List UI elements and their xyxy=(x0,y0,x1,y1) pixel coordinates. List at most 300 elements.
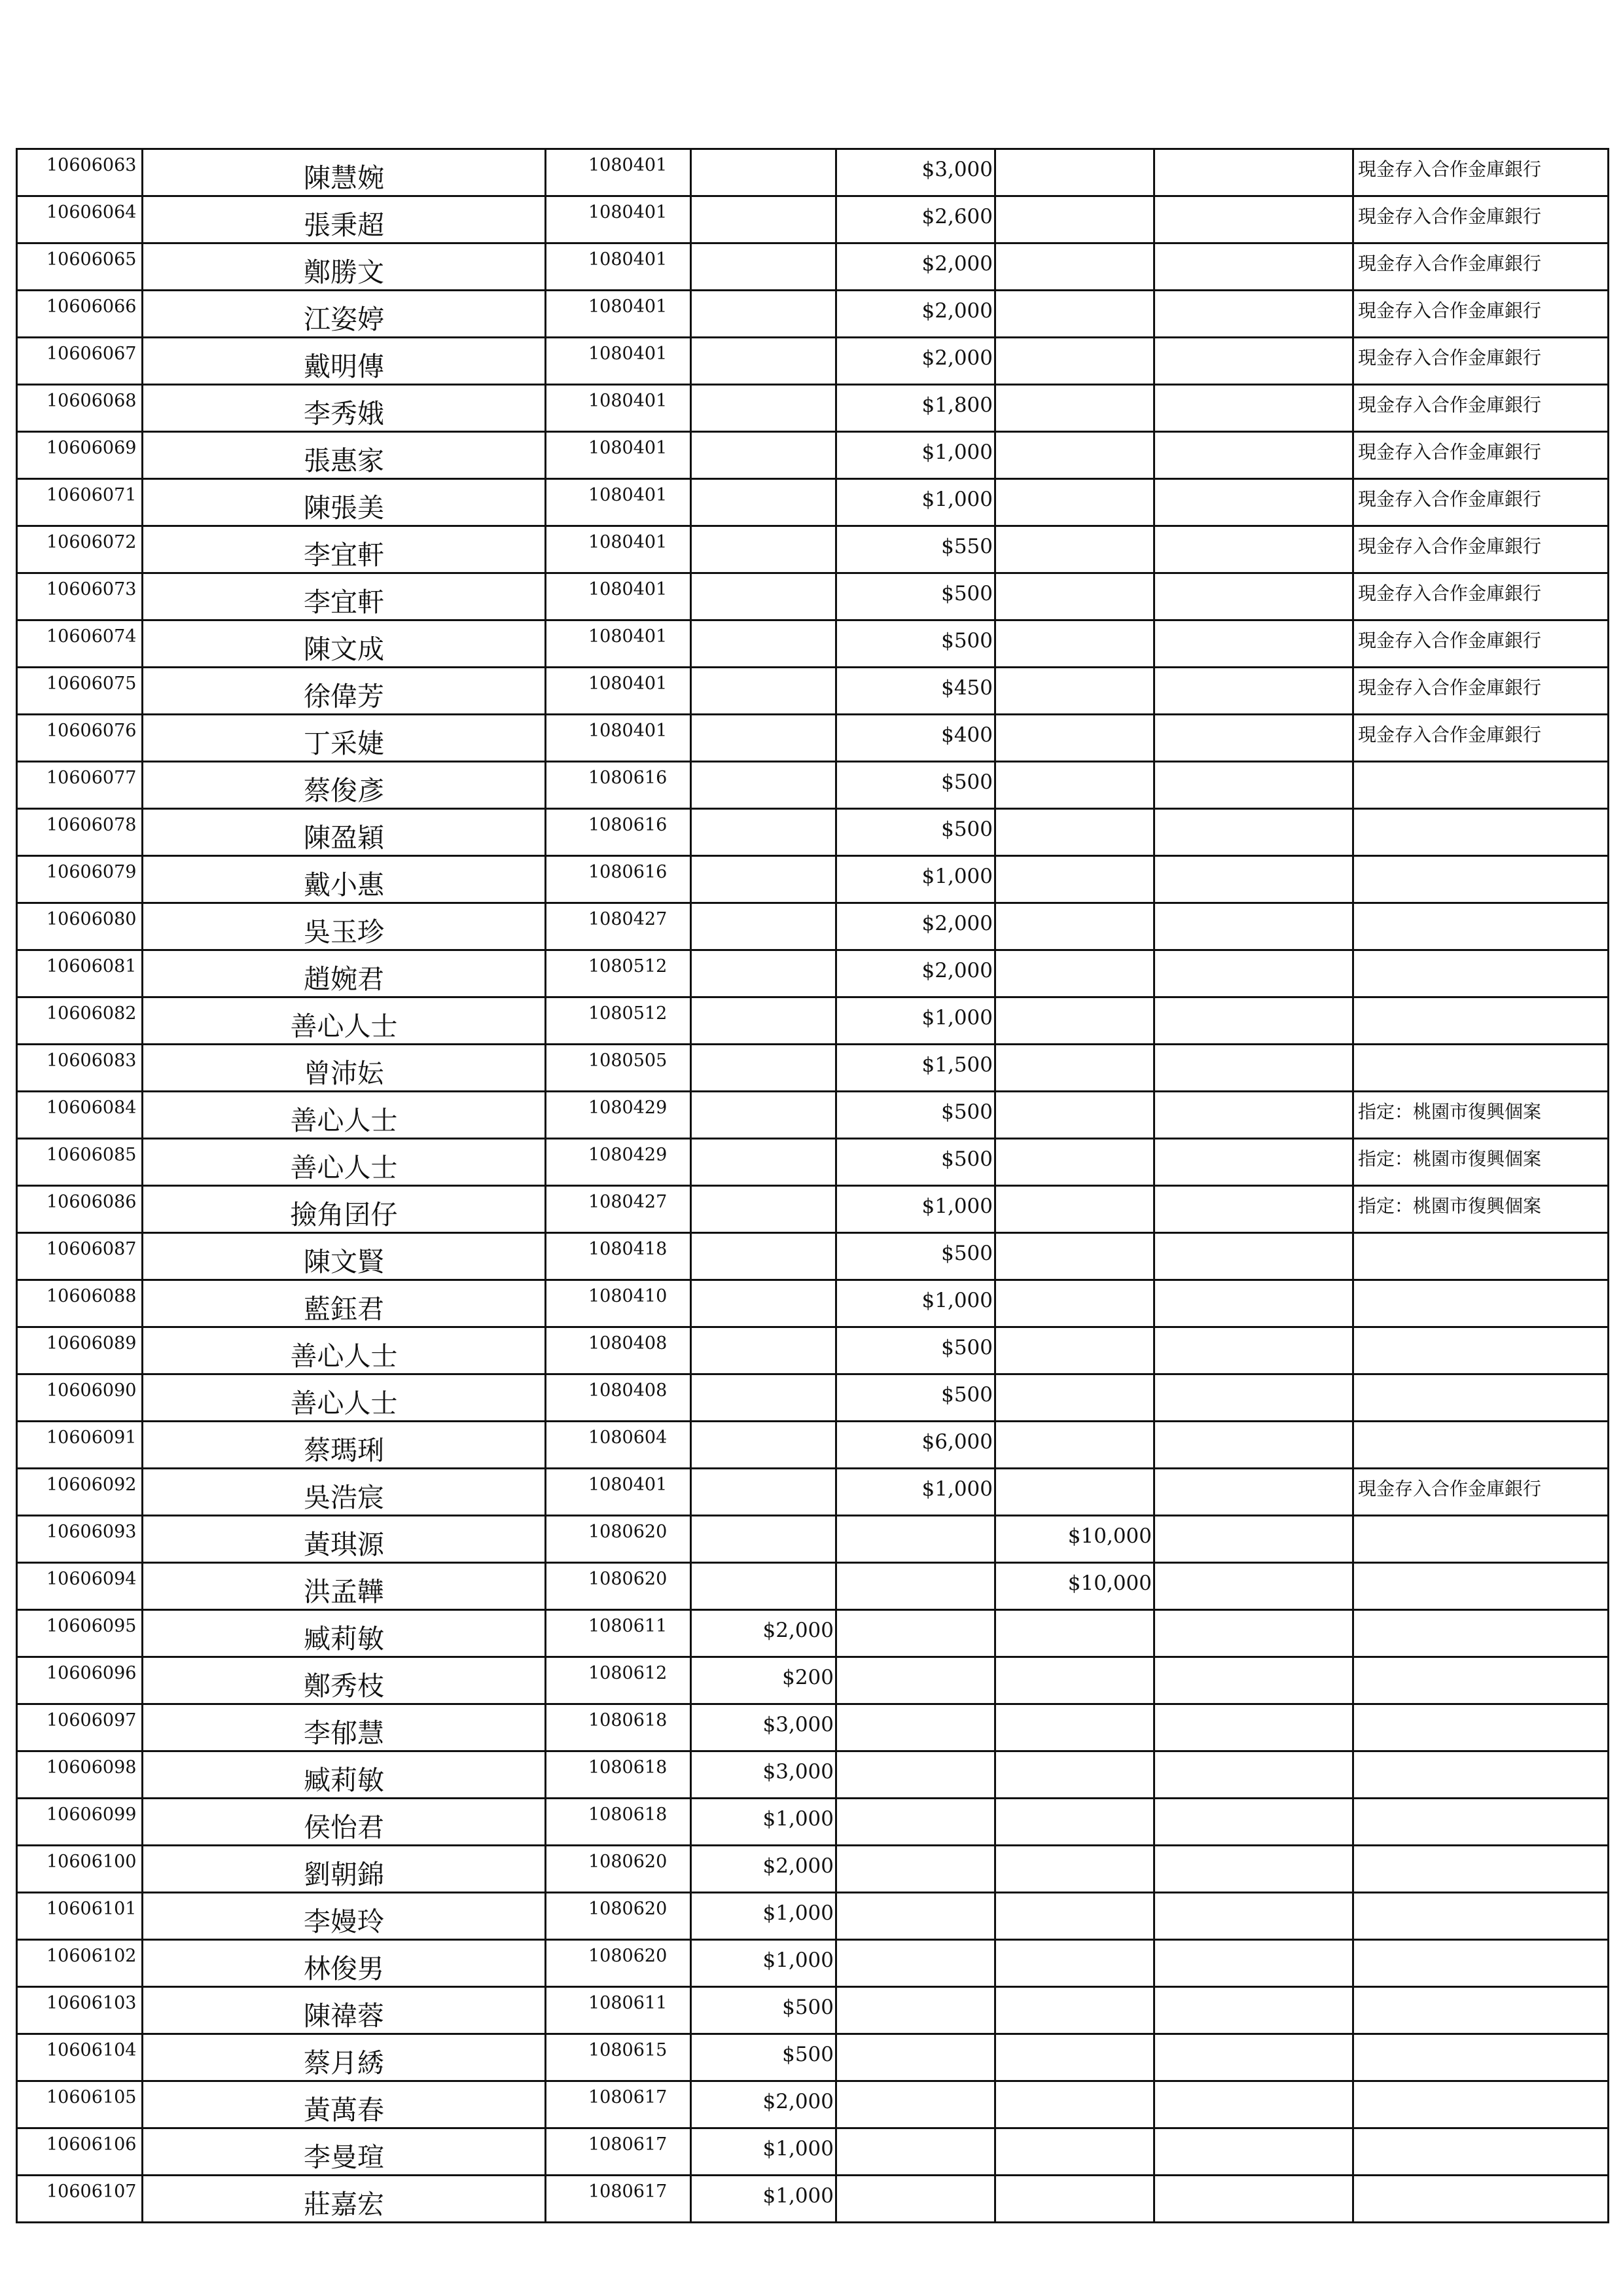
amount-column-3-cell xyxy=(995,1327,1154,1374)
amount-column-1-cell: $3,000 xyxy=(691,1704,836,1751)
donor-name-cell: 徐偉芳 xyxy=(143,668,546,715)
amount-column-4-cell xyxy=(1154,385,1353,432)
amount-column-4-cell xyxy=(1154,479,1353,526)
amount-column-1-cell xyxy=(691,1233,836,1280)
amount-column-4-cell xyxy=(1154,1893,1353,1940)
amount-column-3-cell xyxy=(995,1704,1154,1751)
date-cell: 1080427 xyxy=(546,903,691,950)
note-cell: 現金存入合作金庫銀行 xyxy=(1353,573,1609,620)
table-row xyxy=(17,432,1609,479)
donor-name-cell: 善心人士 xyxy=(143,997,546,1045)
note-cell xyxy=(1353,1940,1609,1987)
donor-name-cell: 臧莉敏 xyxy=(143,1751,546,1799)
amount-column-2-cell xyxy=(836,2176,995,2223)
donor-name-cell: 鄭勝文 xyxy=(143,243,546,291)
note-cell xyxy=(1353,2034,1609,2081)
amount-column-4-cell xyxy=(1154,950,1353,997)
date-cell: 1080401 xyxy=(546,573,691,620)
donor-name-cell: 鄭秀枝 xyxy=(143,1657,546,1704)
amount-column-2-cell xyxy=(836,1893,995,1940)
note-cell: 現金存入合作金庫銀行 xyxy=(1353,385,1609,432)
amount-column-3-cell xyxy=(995,1751,1154,1799)
amount-column-2-cell: $500 xyxy=(836,1092,995,1139)
table-row xyxy=(17,573,1609,620)
amount-column-3-cell xyxy=(995,243,1154,291)
donor-name-cell: 陳張美 xyxy=(143,479,546,526)
amount-column-4-cell xyxy=(1154,1139,1353,1186)
donor-name-cell: 善心人士 xyxy=(143,1139,546,1186)
receipt-number-cell: 10606084 xyxy=(17,1092,143,1139)
note-cell xyxy=(1353,762,1609,809)
table-row xyxy=(17,2128,1609,2176)
note-cell: 現金存入合作金庫銀行 xyxy=(1353,243,1609,291)
date-cell: 1080408 xyxy=(546,1374,691,1422)
table-row xyxy=(17,856,1609,903)
receipt-number-cell: 10606073 xyxy=(17,573,143,620)
note-cell xyxy=(1353,1374,1609,1422)
donor-name-cell: 善心人士 xyxy=(143,1327,546,1374)
amount-column-1-cell xyxy=(691,1422,836,1469)
receipt-number-cell: 10606106 xyxy=(17,2128,143,2176)
receipt-number-cell: 10606079 xyxy=(17,856,143,903)
receipt-number-cell: 10606095 xyxy=(17,1610,143,1657)
donor-name-cell: 洪孟韡 xyxy=(143,1563,546,1610)
donor-name-cell: 陳禕蓉 xyxy=(143,1987,546,2034)
date-cell: 1080429 xyxy=(546,1139,691,1186)
amount-column-4-cell xyxy=(1154,1799,1353,1846)
date-cell: 1080505 xyxy=(546,1045,691,1092)
amount-column-1-cell xyxy=(691,432,836,479)
amount-column-4-cell xyxy=(1154,1233,1353,1280)
amount-column-1-cell xyxy=(691,243,836,291)
amount-column-2-cell xyxy=(836,2081,995,2128)
amount-column-1-cell xyxy=(691,903,836,950)
amount-column-2-cell: $6,000 xyxy=(836,1422,995,1469)
date-cell: 1080401 xyxy=(546,1469,691,1516)
table-row xyxy=(17,1610,1609,1657)
note-cell xyxy=(1353,1516,1609,1563)
amount-column-4-cell xyxy=(1154,1610,1353,1657)
amount-column-3-cell xyxy=(995,1280,1154,1327)
table-row xyxy=(17,2176,1609,2223)
table-row xyxy=(17,1139,1609,1186)
receipt-number-cell: 10606090 xyxy=(17,1374,143,1422)
receipt-number-cell: 10606098 xyxy=(17,1751,143,1799)
amount-column-2-cell: $1,000 xyxy=(836,432,995,479)
amount-column-3-cell xyxy=(995,1186,1154,1233)
table-row xyxy=(17,526,1609,573)
table-row xyxy=(17,1469,1609,1516)
amount-column-4-cell xyxy=(1154,2128,1353,2176)
table-row xyxy=(17,950,1609,997)
amount-column-2-cell xyxy=(836,1610,995,1657)
note-cell xyxy=(1353,1704,1609,1751)
date-cell: 1080427 xyxy=(546,1186,691,1233)
amount-column-4-cell xyxy=(1154,196,1353,243)
date-cell: 1080620 xyxy=(546,1940,691,1987)
table-row xyxy=(17,291,1609,338)
receipt-number-cell: 10606097 xyxy=(17,1704,143,1751)
amount-column-1-cell xyxy=(691,809,836,856)
table-row xyxy=(17,903,1609,950)
date-cell: 1080611 xyxy=(546,1610,691,1657)
receipt-number-cell: 10606087 xyxy=(17,1233,143,1280)
amount-column-2-cell: $500 xyxy=(836,1233,995,1280)
date-cell: 1080617 xyxy=(546,2176,691,2223)
note-cell xyxy=(1353,903,1609,950)
note-cell xyxy=(1353,2176,1609,2223)
amount-column-3-cell xyxy=(995,856,1154,903)
date-cell: 1080401 xyxy=(546,668,691,715)
receipt-number-cell: 10606086 xyxy=(17,1186,143,1233)
receipt-number-cell: 10606077 xyxy=(17,762,143,809)
ledger-body xyxy=(17,149,1609,2223)
amount-column-2-cell: $500 xyxy=(836,1327,995,1374)
donor-name-cell: 臧莉敏 xyxy=(143,1610,546,1657)
date-cell: 1080617 xyxy=(546,2081,691,2128)
amount-column-1-cell xyxy=(691,1186,836,1233)
receipt-number-cell: 10606081 xyxy=(17,950,143,997)
amount-column-1-cell xyxy=(691,1469,836,1516)
amount-column-3-cell xyxy=(995,1987,1154,2034)
amount-column-2-cell: $2,600 xyxy=(836,196,995,243)
amount-column-3-cell xyxy=(995,526,1154,573)
amount-column-2-cell: $1,000 xyxy=(836,1280,995,1327)
amount-column-1-cell xyxy=(691,762,836,809)
note-cell: 現金存入合作金庫銀行 xyxy=(1353,620,1609,668)
amount-column-4-cell xyxy=(1154,338,1353,385)
note-cell xyxy=(1353,1610,1609,1657)
amount-column-2-cell: $1,000 xyxy=(836,1469,995,1516)
receipt-number-cell: 10606067 xyxy=(17,338,143,385)
amount-column-1-cell: $1,000 xyxy=(691,1940,836,1987)
amount-column-3-cell xyxy=(995,2176,1154,2223)
amount-column-4-cell xyxy=(1154,573,1353,620)
amount-column-1-cell xyxy=(691,149,836,196)
amount-column-3-cell xyxy=(995,1799,1154,1846)
date-cell: 1080611 xyxy=(546,1987,691,2034)
amount-column-4-cell xyxy=(1154,809,1353,856)
amount-column-3-cell: $10,000 xyxy=(995,1516,1154,1563)
receipt-number-cell: 10606069 xyxy=(17,432,143,479)
amount-column-4-cell xyxy=(1154,856,1353,903)
note-cell: 現金存入合作金庫銀行 xyxy=(1353,149,1609,196)
donor-name-cell: 吳浩宸 xyxy=(143,1469,546,1516)
amount-column-3-cell xyxy=(995,196,1154,243)
amount-column-4-cell xyxy=(1154,243,1353,291)
amount-column-3-cell xyxy=(995,1940,1154,1987)
donor-name-cell: 趙婉君 xyxy=(143,950,546,997)
table-row xyxy=(17,243,1609,291)
date-cell: 1080418 xyxy=(546,1233,691,1280)
donor-name-cell: 吳玉珍 xyxy=(143,903,546,950)
amount-column-3-cell xyxy=(995,291,1154,338)
amount-column-4-cell xyxy=(1154,997,1353,1045)
amount-column-3-cell xyxy=(995,1092,1154,1139)
note-cell: 指定：桃園市復興個案 xyxy=(1353,1139,1609,1186)
receipt-number-cell: 10606076 xyxy=(17,715,143,762)
donor-name-cell: 陳盈穎 xyxy=(143,809,546,856)
table-row xyxy=(17,149,1609,196)
donor-name-cell: 善心人士 xyxy=(143,1374,546,1422)
donor-name-cell: 侯怡君 xyxy=(143,1799,546,1846)
amount-column-4-cell xyxy=(1154,1563,1353,1610)
receipt-number-cell: 10606093 xyxy=(17,1516,143,1563)
receipt-number-cell: 10606089 xyxy=(17,1327,143,1374)
table-row xyxy=(17,1186,1609,1233)
amount-column-4-cell xyxy=(1154,1469,1353,1516)
donor-name-cell: 李郁慧 xyxy=(143,1704,546,1751)
amount-column-4-cell xyxy=(1154,1280,1353,1327)
amount-column-3-cell xyxy=(995,903,1154,950)
receipt-number-cell: 10606085 xyxy=(17,1139,143,1186)
note-cell xyxy=(1353,950,1609,997)
amount-column-1-cell xyxy=(691,668,836,715)
date-cell: 1080401 xyxy=(546,526,691,573)
amount-column-1-cell xyxy=(691,573,836,620)
date-cell: 1080401 xyxy=(546,149,691,196)
donor-name-cell: 莊嘉宏 xyxy=(143,2176,546,2223)
amount-column-4-cell xyxy=(1154,1045,1353,1092)
amount-column-2-cell: $1,500 xyxy=(836,1045,995,1092)
amount-column-1-cell xyxy=(691,1280,836,1327)
amount-column-1-cell xyxy=(691,291,836,338)
note-cell: 現金存入合作金庫銀行 xyxy=(1353,1469,1609,1516)
date-cell: 1080620 xyxy=(546,1846,691,1893)
amount-column-3-cell xyxy=(995,950,1154,997)
date-cell: 1080401 xyxy=(546,715,691,762)
note-cell xyxy=(1353,2128,1609,2176)
amount-column-4-cell xyxy=(1154,2176,1353,2223)
table-row xyxy=(17,1327,1609,1374)
amount-column-2-cell: $1,000 xyxy=(836,1186,995,1233)
donor-name-cell: 黃琪源 xyxy=(143,1516,546,1563)
note-cell: 現金存入合作金庫銀行 xyxy=(1353,196,1609,243)
amount-column-2-cell: $500 xyxy=(836,620,995,668)
table-row xyxy=(17,1987,1609,2034)
note-cell: 現金存入合作金庫銀行 xyxy=(1353,668,1609,715)
date-cell: 1080620 xyxy=(546,1516,691,1563)
amount-column-2-cell: $1,000 xyxy=(836,997,995,1045)
amount-column-4-cell xyxy=(1154,620,1353,668)
donor-name-cell: 李秀娥 xyxy=(143,385,546,432)
donor-name-cell: 李宜軒 xyxy=(143,573,546,620)
table-row xyxy=(17,715,1609,762)
receipt-number-cell: 10606094 xyxy=(17,1563,143,1610)
date-cell: 1080408 xyxy=(546,1327,691,1374)
amount-column-2-cell: $500 xyxy=(836,762,995,809)
donor-name-cell: 張惠家 xyxy=(143,432,546,479)
donor-name-cell: 李宜軒 xyxy=(143,526,546,573)
table-row xyxy=(17,1092,1609,1139)
amount-column-2-cell: $2,000 xyxy=(836,243,995,291)
amount-column-2-cell: $1,800 xyxy=(836,385,995,432)
note-cell: 指定：桃園市復興個案 xyxy=(1353,1186,1609,1233)
table-row xyxy=(17,1233,1609,1280)
donor-name-cell: 陳文成 xyxy=(143,620,546,668)
note-cell xyxy=(1353,1893,1609,1940)
amount-column-1-cell: $500 xyxy=(691,2034,836,2081)
note-cell: 現金存入合作金庫銀行 xyxy=(1353,291,1609,338)
amount-column-2-cell: $2,000 xyxy=(836,291,995,338)
donor-name-cell: 陳文賢 xyxy=(143,1233,546,1280)
receipt-number-cell: 10606101 xyxy=(17,1893,143,1940)
table-row xyxy=(17,1799,1609,1846)
amount-column-2-cell xyxy=(836,1940,995,1987)
amount-column-3-cell xyxy=(995,1422,1154,1469)
amount-column-2-cell: $1,000 xyxy=(836,479,995,526)
table-row xyxy=(17,385,1609,432)
note-cell: 現金存入合作金庫銀行 xyxy=(1353,715,1609,762)
donor-name-cell: 撿角囝仔 xyxy=(143,1186,546,1233)
date-cell: 1080410 xyxy=(546,1280,691,1327)
receipt-number-cell: 10606072 xyxy=(17,526,143,573)
amount-column-3-cell xyxy=(995,620,1154,668)
date-cell: 1080618 xyxy=(546,1751,691,1799)
table-row xyxy=(17,1704,1609,1751)
amount-column-2-cell: $500 xyxy=(836,573,995,620)
amount-column-2-cell xyxy=(836,1846,995,1893)
donor-name-cell: 江姿婷 xyxy=(143,291,546,338)
note-cell xyxy=(1353,1987,1609,2034)
date-cell: 1080429 xyxy=(546,1092,691,1139)
amount-column-1-cell xyxy=(691,950,836,997)
date-cell: 1080616 xyxy=(546,856,691,903)
note-cell: 現金存入合作金庫銀行 xyxy=(1353,432,1609,479)
amount-column-2-cell: $2,000 xyxy=(836,903,995,950)
receipt-number-cell: 10606078 xyxy=(17,809,143,856)
donor-name-cell: 戴明傳 xyxy=(143,338,546,385)
amount-column-3-cell xyxy=(995,385,1154,432)
date-cell: 1080618 xyxy=(546,1799,691,1846)
note-cell xyxy=(1353,1045,1609,1092)
amount-column-3-cell xyxy=(995,1469,1154,1516)
donor-name-cell: 藍鈺君 xyxy=(143,1280,546,1327)
note-cell xyxy=(1353,809,1609,856)
receipt-number-cell: 10606066 xyxy=(17,291,143,338)
amount-column-4-cell xyxy=(1154,903,1353,950)
amount-column-3-cell xyxy=(995,573,1154,620)
receipt-number-cell: 10606104 xyxy=(17,2034,143,2081)
amount-column-1-cell xyxy=(691,997,836,1045)
donor-name-cell: 戴小惠 xyxy=(143,856,546,903)
donation-ledger-table xyxy=(16,148,1609,2223)
date-cell: 1080620 xyxy=(546,1563,691,1610)
amount-column-3-cell xyxy=(995,2128,1154,2176)
amount-column-1-cell: $1,000 xyxy=(691,1893,836,1940)
amount-column-2-cell xyxy=(836,1516,995,1563)
receipt-number-cell: 10606063 xyxy=(17,149,143,196)
table-row xyxy=(17,1563,1609,1610)
amount-column-1-cell xyxy=(691,479,836,526)
note-cell xyxy=(1353,1327,1609,1374)
donor-name-cell: 蔡月綉 xyxy=(143,2034,546,2081)
amount-column-1-cell xyxy=(691,715,836,762)
amount-column-3-cell xyxy=(995,338,1154,385)
date-cell: 1080512 xyxy=(546,997,691,1045)
amount-column-4-cell xyxy=(1154,668,1353,715)
amount-column-2-cell xyxy=(836,1704,995,1751)
date-cell: 1080604 xyxy=(546,1422,691,1469)
amount-column-4-cell xyxy=(1154,1327,1353,1374)
amount-column-3-cell xyxy=(995,2034,1154,2081)
amount-column-2-cell: $2,000 xyxy=(836,338,995,385)
note-cell xyxy=(1353,1751,1609,1799)
receipt-number-cell: 10606099 xyxy=(17,1799,143,1846)
note-cell xyxy=(1353,997,1609,1045)
receipt-number-cell: 10606091 xyxy=(17,1422,143,1469)
table-row xyxy=(17,1846,1609,1893)
note-cell: 現金存入合作金庫銀行 xyxy=(1353,526,1609,573)
table-row xyxy=(17,1657,1609,1704)
amount-column-4-cell xyxy=(1154,432,1353,479)
date-cell: 1080617 xyxy=(546,2128,691,2176)
amount-column-2-cell xyxy=(836,2128,995,2176)
note-cell xyxy=(1353,1233,1609,1280)
amount-column-2-cell xyxy=(836,1987,995,2034)
amount-column-3-cell xyxy=(995,1139,1154,1186)
amount-column-1-cell xyxy=(691,1327,836,1374)
amount-column-2-cell xyxy=(836,1751,995,1799)
amount-column-1-cell xyxy=(691,1516,836,1563)
table-row xyxy=(17,338,1609,385)
amount-column-3-cell xyxy=(995,1846,1154,1893)
amount-column-2-cell: $2,000 xyxy=(836,950,995,997)
amount-column-2-cell: $500 xyxy=(836,1374,995,1422)
amount-column-2-cell: $400 xyxy=(836,715,995,762)
date-cell: 1080616 xyxy=(546,762,691,809)
table-row xyxy=(17,196,1609,243)
amount-column-4-cell xyxy=(1154,762,1353,809)
amount-column-1-cell xyxy=(691,1563,836,1610)
amount-column-3-cell xyxy=(995,809,1154,856)
donor-name-cell: 林俊男 xyxy=(143,1940,546,1987)
donor-name-cell: 黃萬春 xyxy=(143,2081,546,2128)
table-row xyxy=(17,1045,1609,1092)
note-cell: 指定：桃園市復興個案 xyxy=(1353,1092,1609,1139)
receipt-number-cell: 10606100 xyxy=(17,1846,143,1893)
table-row xyxy=(17,997,1609,1045)
donor-name-cell: 丁采婕 xyxy=(143,715,546,762)
amount-column-1-cell: $2,000 xyxy=(691,2081,836,2128)
amount-column-4-cell xyxy=(1154,149,1353,196)
amount-column-3-cell: $10,000 xyxy=(995,1563,1154,1610)
amount-column-3-cell xyxy=(995,762,1154,809)
date-cell: 1080401 xyxy=(546,479,691,526)
amount-column-1-cell: $1,000 xyxy=(691,2128,836,2176)
receipt-number-cell: 10606088 xyxy=(17,1280,143,1327)
table-row xyxy=(17,2034,1609,2081)
amount-column-1-cell: $2,000 xyxy=(691,1610,836,1657)
table-row xyxy=(17,1280,1609,1327)
note-cell xyxy=(1353,1657,1609,1704)
amount-column-1-cell xyxy=(691,196,836,243)
receipt-number-cell: 10606064 xyxy=(17,196,143,243)
amount-column-3-cell xyxy=(995,715,1154,762)
date-cell: 1080401 xyxy=(546,385,691,432)
table-row xyxy=(17,1374,1609,1422)
table-row xyxy=(17,2081,1609,2128)
donor-name-cell: 陳慧婉 xyxy=(143,149,546,196)
amount-column-2-cell: $3,000 xyxy=(836,149,995,196)
note-cell xyxy=(1353,856,1609,903)
date-cell: 1080401 xyxy=(546,620,691,668)
receipt-number-cell: 10606105 xyxy=(17,2081,143,2128)
date-cell: 1080401 xyxy=(546,432,691,479)
table-row xyxy=(17,479,1609,526)
note-cell: 現金存入合作金庫銀行 xyxy=(1353,479,1609,526)
note-cell xyxy=(1353,1563,1609,1610)
